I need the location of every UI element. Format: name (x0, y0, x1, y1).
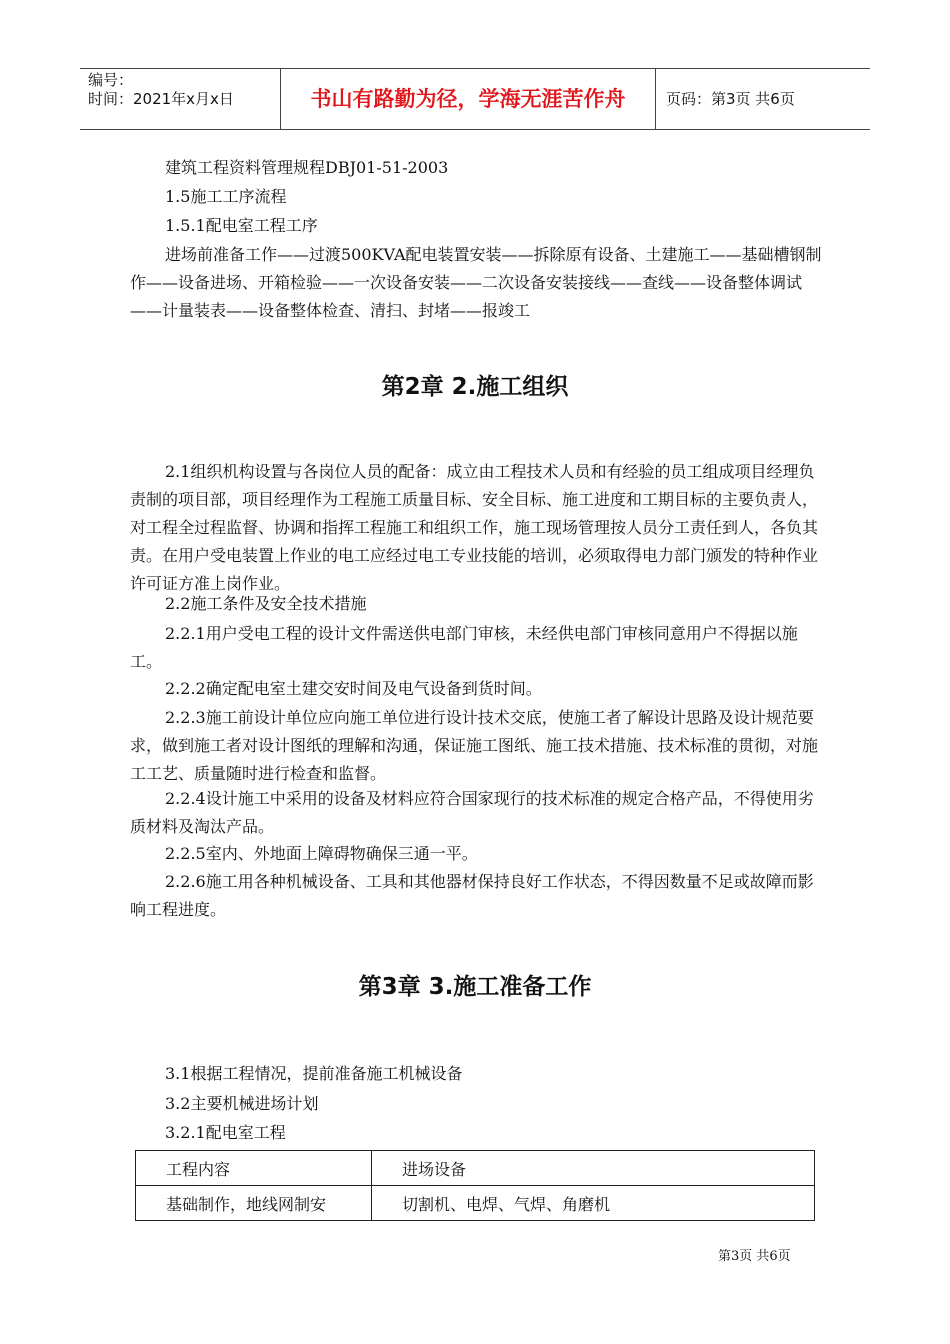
intro-process-flow: 进场前准备工作——过渡500KVA配电装置安装——拆除原有设备、土建施工——基础槽钢制作——设备进场、开箱检验——一次设备安装——二次设备安装接线——查线——设备整体调试——计量装表——设备整体检查、清扫、封堵——报竣工 (130, 245, 822, 320)
table-cell: 切割机、电焊、气焊、角磨机 (372, 1186, 815, 1221)
table-header-cell: 进场设备 (372, 1151, 815, 1186)
intro-line-section: 1.5施工工序流程 (165, 187, 287, 206)
equipment-table (135, 1150, 815, 1221)
paragraph-3-2-1: 3.2.1配电室工程 (165, 1123, 286, 1142)
paragraph-3-2: 3.2主要机械进场计划 (165, 1094, 319, 1113)
page-header (80, 68, 870, 130)
paragraph-2-2-3: 2.2.3施工前设计单位应向施工单位进行设计技术交底，使施工者了解设计思路及设计规范要求，做到施工者对设计图纸的理解和沟通，保证施工图纸、施工技术措施、技术标准的贯彻，对施工工艺、质量随时进行检查和监督。 (130, 708, 819, 783)
header-meta (80, 69, 280, 129)
document-date: 时间：2021年x月x日 (88, 90, 234, 108)
table-row (136, 1186, 815, 1221)
paragraph-2-2: 2.2施工条件及安全技术措施 (165, 594, 367, 613)
chapter-2-title: 第2章 2.施工组织 (381, 374, 569, 400)
table-header-row (136, 1151, 815, 1186)
table-cell: 基础制作，地线网制安 (136, 1186, 372, 1221)
header-motto: 书山有路勤为径，学海无涯苦作舟 (280, 69, 656, 129)
header-page-number: 页码：第3页 共6页 (666, 90, 795, 108)
paragraph-2-1: 2.1组织机构设置与各岗位人员的配备：成立由工程技术人员和有经验的员工组成项目经理负责制的项目部，项目经理作为工程施工质量目标、安全目标、施工进度和工期目标的主要负责人，对工程全过程监督、协调和指挥工程施工和组织工作，施工现场管理按人员分工责任到人，各负其责。在用户受电装置上作业的电工应经过电工专业技能的培训，必须取得电力部门颁发的特种作业许可证方准上岗作业。 (130, 462, 819, 593)
paragraph-2-2-6: 2.2.6施工用各种机械设备、工具和其他器材保持良好工作状态，不得因数量不足或故障而影响工程进度。 (130, 872, 814, 919)
paragraph-2-2-4: 2.2.4设计施工中采用的设备及材料应符合国家现行的技术标准的规定合格产品，不得使用劣质材料及淘汰产品。 (130, 789, 814, 836)
paragraph-2-2-5: 2.2.5室内、外地面上障碍物确保三通一平。 (165, 844, 478, 863)
document-number: 编号： (88, 71, 134, 89)
footer-page-number: 第3页 共6页 (718, 1249, 791, 1264)
paragraph-2-2-1: 2.2.1用户受电工程的设计文件需送供电部门审核，未经供电部门审核同意用户不得据以施工。 (130, 624, 798, 671)
intro-line-subsection: 1.5.1配电室工程工序 (165, 216, 318, 235)
intro-line-regulation: 建筑工程资料管理规程DBJ01-51-2003 (165, 158, 449, 177)
paragraph-2-2-2: 2.2.2确定配电室土建交安时间及电气设备到货时间。 (165, 679, 542, 698)
table-header-cell: 工程内容 (136, 1151, 372, 1186)
chapter-3-title: 第3章 3.施工准备工作 (358, 974, 592, 1000)
paragraph-3-1: 3.1根据工程情况，提前准备施工机械设备 (165, 1064, 463, 1083)
